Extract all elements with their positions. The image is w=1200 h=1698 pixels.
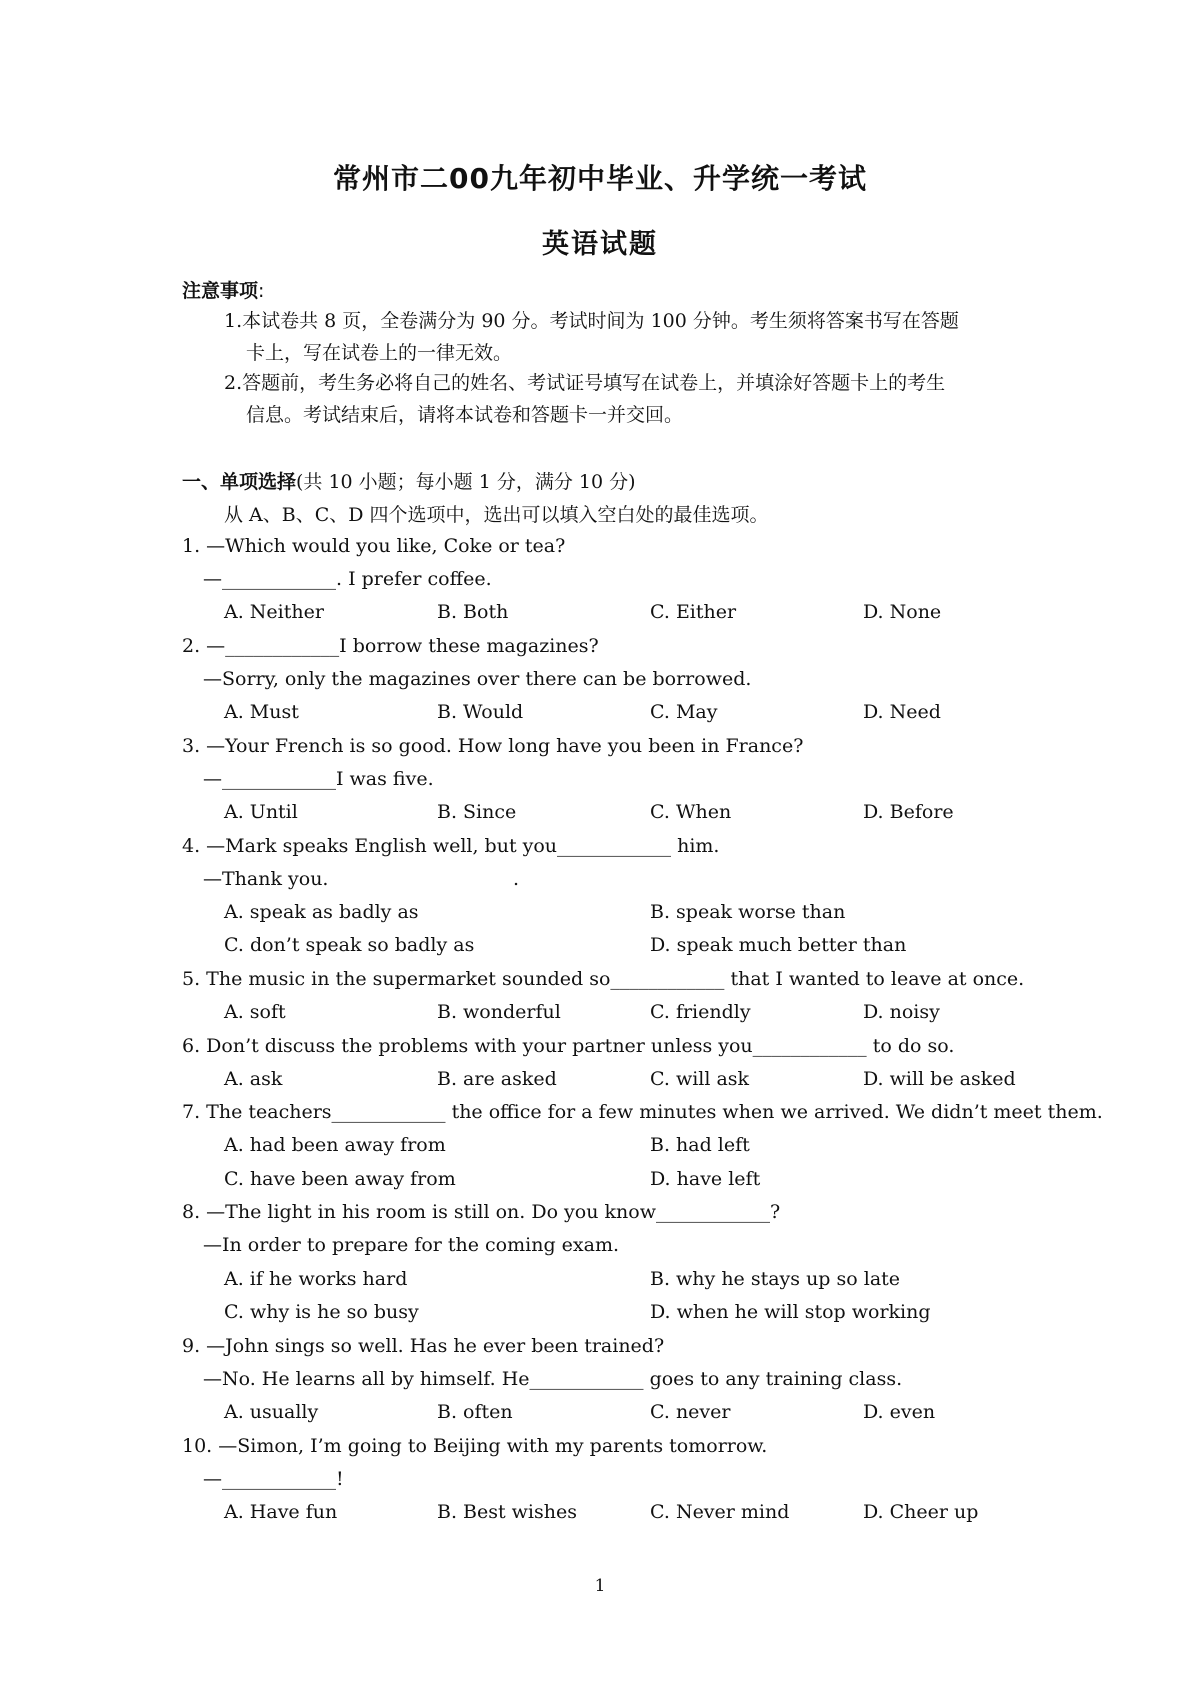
question-9-option-b: B. often <box>437 1401 513 1423</box>
question-4-option-c: C. don’t speak so badly as <box>224 934 475 956</box>
question-3-option-d: D. Before <box>863 801 954 823</box>
question-5-option-c: C. friendly <box>650 1001 751 1023</box>
question-2-option-d: D. Need <box>863 701 941 723</box>
question-8-option-a: A. if he works hard <box>224 1268 408 1290</box>
page-number: 1 <box>594 1576 606 1596</box>
notice-item-2-first: 2.答题前，考生务必将自己的姓名、考试证号填写在试卷上，并填涂好答题卡上的考生 <box>224 372 946 394</box>
question-3-option-b: B. Since <box>437 801 517 823</box>
question-7-prompt: 7. The teachers____________ the office for a few minutes when we arrived. We didn’t meet them. <box>182 1101 1103 1123</box>
section-heading-title: 一、单项选择 <box>182 471 297 493</box>
question-3-option-c: C. When <box>650 801 732 823</box>
question-8-option-b: B. why he stays up so late <box>650 1268 901 1290</box>
question-2-option-c: C. May <box>650 701 718 723</box>
question-9-option-a: A. usually <box>224 1401 319 1423</box>
question-10-option-b: B. Best wishes <box>437 1501 577 1523</box>
question-3-option-a: A. Until <box>224 801 298 823</box>
question-1-prompt: 1. —Which would you like, Coke or tea? <box>182 535 566 557</box>
notice-item-1 <box>224 305 1024 369</box>
question-8-option-c: C. why is he so busy <box>224 1301 419 1323</box>
section-instruction: 从 A、B、C、D 四个选项中，选出可以填入空白处的最佳选项。 <box>224 504 769 526</box>
question-2-option-a: A. Must <box>224 701 299 723</box>
notice-heading <box>182 276 264 303</box>
question-6-option-b: B. are asked <box>437 1068 557 1090</box>
question-10-prompt: 10. —Simon, I’m going to Beijing with my parents tomorrow. <box>182 1435 768 1457</box>
question-3-reply: —____________I was five. <box>203 768 434 790</box>
question-4-prompt: 4. —Mark speaks English well, but you____________ him. <box>182 835 720 857</box>
question-2-option-b: B. Would <box>437 701 524 723</box>
question-1-option-d: D. None <box>863 601 942 623</box>
question-4-stray-dot: . <box>513 868 520 890</box>
question-1-reply: —____________. I prefer coffee. <box>203 568 492 590</box>
notice-item-1-first: 1.本试卷共 8 页，全卷满分为 90 分。考试时间为 100 分钟。考生须将答案书写在答题 <box>224 310 959 332</box>
notice-item-2-cont: 信息。考试结束后，请将本试卷和答题卡一并交回。 <box>246 404 684 426</box>
question-4-reply: —Thank you. <box>203 868 329 890</box>
question-2-reply: —Sorry, only the magazines over there can be borrowed. <box>203 668 752 690</box>
question-8-prompt: 8. —The light in his room is still on. Do you know____________? <box>182 1201 781 1223</box>
question-5-prompt: 5. The music in the supermarket sounded so____________ that I wanted to leave at once. <box>182 968 1025 990</box>
question-4-option-d: D. speak much better than <box>650 934 907 956</box>
question-5-option-d: D. noisy <box>863 1001 940 1023</box>
notice-heading-text: 注意事项 <box>182 280 259 302</box>
question-5-option-a: A. soft <box>224 1001 286 1023</box>
question-9-option-d: D. even <box>863 1401 936 1423</box>
exam-subtitle: 英语试题 <box>542 229 658 260</box>
question-8-option-d: D. when he will stop working <box>650 1301 931 1323</box>
question-9-option-c: C. never <box>650 1401 731 1423</box>
question-2-prompt: 2. —____________I borrow these magazines? <box>182 635 599 657</box>
question-10-option-c: C. Never mind <box>650 1501 790 1523</box>
question-8-reply: —In order to prepare for the coming exam. <box>203 1234 619 1256</box>
notice-item-1-cont: 卡上，写在试卷上的一律无效。 <box>246 342 513 364</box>
question-6-option-a: A. ask <box>224 1068 283 1090</box>
question-7-option-b: B. had left <box>650 1134 750 1156</box>
section-heading <box>182 467 636 494</box>
question-6-option-c: C. will ask <box>650 1068 750 1090</box>
question-10-reply: —____________! <box>203 1468 344 1490</box>
question-7-option-c: C. have been away from <box>224 1168 456 1190</box>
notice-heading-colon: : <box>258 280 265 302</box>
question-4-option-a: A. speak as badly as <box>224 901 419 923</box>
question-5-option-b: B. wonderful <box>437 1001 561 1023</box>
question-1-option-a: A. Neither <box>224 601 324 623</box>
notice-item-2 <box>224 367 1024 431</box>
question-6-prompt: 6. Don’t discuss the problems with your partner unless you____________ to do so. <box>182 1035 955 1057</box>
question-1-option-b: B. Both <box>437 601 509 623</box>
question-10-option-a: A. Have fun <box>224 1501 338 1523</box>
exam-title: 常州市二00九年初中毕业、升学统一考试 <box>333 162 867 195</box>
question-9-reply: —No. He learns all by himself. He____________ goes to any training class. <box>203 1368 903 1390</box>
question-10-option-d: D. Cheer up <box>863 1501 979 1523</box>
question-9-prompt: 9. —John sings so well. Has he ever been trained? <box>182 1335 665 1357</box>
question-4-option-b: B. speak worse than <box>650 901 846 923</box>
question-7-option-d: D. have left <box>650 1168 761 1190</box>
question-1-option-c: C. Either <box>650 601 737 623</box>
question-6-option-d: D. will be asked <box>863 1068 1016 1090</box>
question-7-option-a: A. had been away from <box>224 1134 446 1156</box>
section-heading-meta: (共 10 小题；每小题 1 分，满分 10 分) <box>296 471 636 493</box>
question-3-prompt: 3. —Your French is so good. How long have you been in France? <box>182 735 804 757</box>
